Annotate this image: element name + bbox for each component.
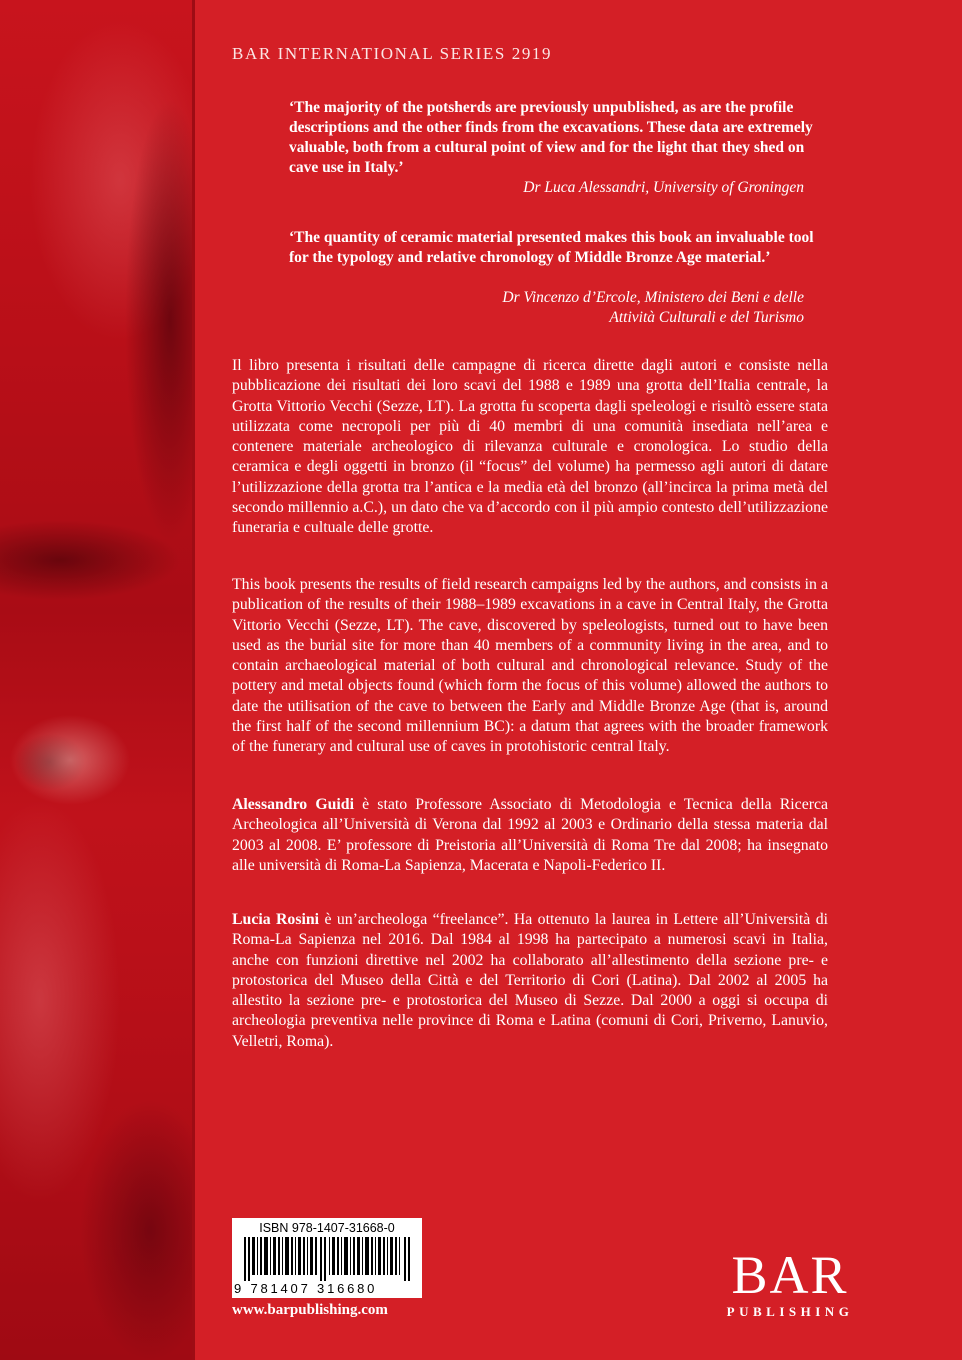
author-bio-guidi: [232, 795, 828, 876]
series-title: BAR INTERNATIONAL SERIES 2919: [232, 44, 553, 63]
review-attribution-2-line2: Attività Culturali e del Turismo: [609, 309, 804, 326]
author-name: Lucia Rosini: [232, 911, 320, 928]
barcode-bars: [244, 1237, 412, 1281]
author-name: Alessandro Guidi: [232, 796, 354, 813]
italian-description: Il libro presenta i risultati delle campagne di ricerca dirette dagli autori e consiste nella pubblicazione dei risultati dei loro scavi del 1988 e 1989 una grotta dell’Italia centrale, la Grotta Vittorio Vecchi (Sezze, LT). La grotta fu scoperta dagli speleologi e risultò essere stata utilizzata come necropoli per più di 40 membri di una comunità insediata nell’area e contenere materiale archeologico di rilevanza culturale e cronologica. Lo studio della ceramica e degli oggetti in bronzo (il “focus” del volume) ha permesso agli autori di datare l’utilizzazione della grotta tra l’antica e la media età del bronzo (all’incirca la prima metà del secondo millennio a.C.), un dato che va d’accordo con il più ampio contesto dell’utilizzazione funeraria e cultuale delle grotte.: [232, 357, 828, 537]
author-bio-text: è un’archeologa “freelance”. Ha ottenuto la laurea in Lettere all’Università di Roma-La Sapienza nel 2016. Dal 1984 al 1998 ha partecipato a numerosi scavi in Italia, anche con funzioni direttive nel 2002 ha collaborato all’allestimento della sezione pre- e protostorica del Museo della Città e del Territorio di Cori (Latina). Dal 2002 al 2005 ha allestito la sezione pre- e protostorica del Museo di Sezze. Dal 2000 a oggi si occupa di archeologia preventiva nelle province di Roma e Latina (comuni di Cori, Priverno, Lanuvio, Velletri, Roma).: [232, 911, 828, 1050]
isbn-label: ISBN 978-1407-31668-0: [259, 1221, 395, 1235]
review-attribution-2: [324, 288, 804, 328]
logo-main-text: BAR: [731, 1245, 849, 1305]
barcode-digits: 9 781407 316680: [234, 1281, 378, 1296]
review-quote-1: ‘The majority of the potsherds are previously unpublished, as are the profile descriptions and the other finds from the excavations. These data are extremely valuable, both from a cultural point of view and for the light that they shed on cave use in Italy.’: [289, 99, 813, 176]
publisher-website[interactable]: www.barpublishing.com: [232, 1302, 388, 1318]
review-attribution-1: Dr Luca Alessandri, University of Groningen: [523, 179, 804, 196]
review-quote-2: ‘The quantity of ceramic material presented makes this book an invaluable tool for the typology and relative chronology of Middle Bronze Age material.’: [289, 229, 814, 266]
author-bio-text: è stato Professore Associato di Metodologia e Tecnica della Ricerca Archeologica all’Università di Verona dal 1992 al 2003 e Ordinario della stessa materia dal 2003 al 2008. E’ professore di Preistoria all’Università di Roma Tre dal 2008; ha insegnato alle università di Roma-La Sapienza, Macerata e Napoli-Federico II.: [232, 796, 828, 874]
logo-sub-text: PUBLISHING: [726, 1304, 854, 1319]
bar-publishing-logo: [722, 1245, 858, 1320]
photo-strip-border: [192, 0, 195, 1360]
review-attribution-2-line1: Dr Vincenzo d’Ercole, Ministero dei Beni e delle: [502, 289, 804, 306]
author-bio-rosini: [232, 910, 828, 1052]
isbn-barcode: [232, 1218, 422, 1298]
cover-photo-strip: [0, 0, 192, 1360]
english-description: This book presents the results of field research campaigns led by the authors, and consists in a publication of the results of their 1988–1989 excavations in a cave in Central Italy, the Grotta Vittorio Vecchi (Sezze, LT). The cave, discovered by speleologists, turned out to have been used as the burial site for more than 40 members of a community living in the area, and to contain archaeological material of both cultural and chronological relevance. Study of the pottery and metal objects found (which form the focus of this volume) allowed the authors to date the utilisation of the cave to between the Early and Middle Bronze Age (that is, around the first half of the second millennium BC): a datum that agrees with the broader framework of the funerary and cultural use of caves in protohistoric central Italy.: [232, 576, 828, 756]
